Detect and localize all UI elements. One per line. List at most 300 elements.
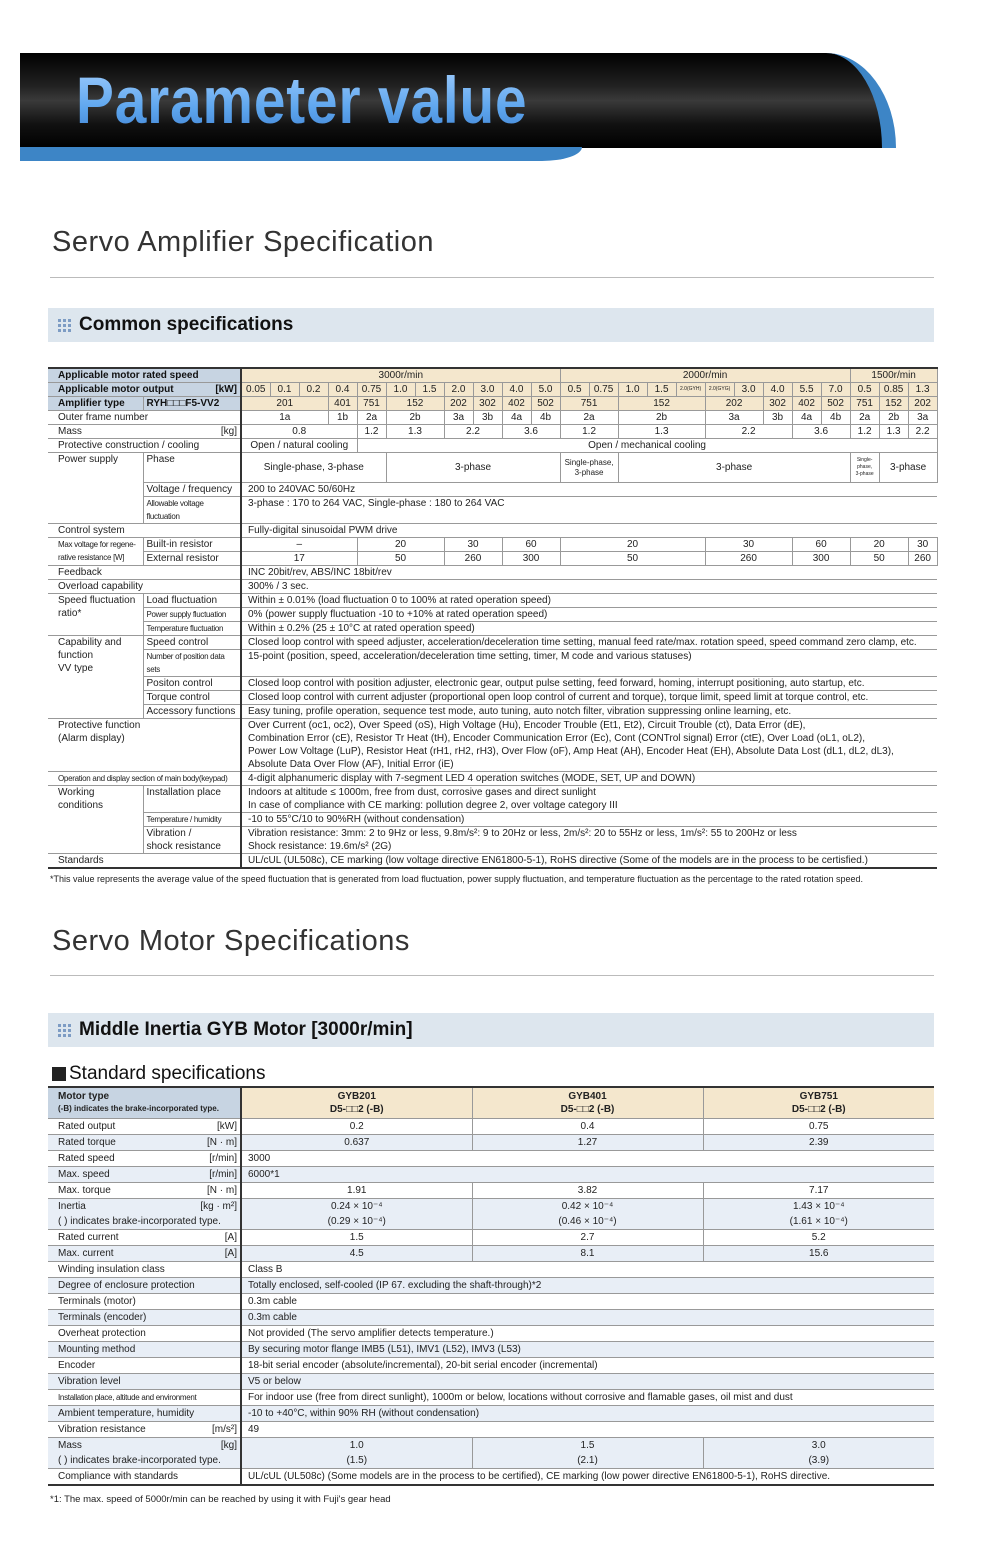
row-label-line [58, 1135, 237, 1150]
row-label-text: Rated speed [58, 1153, 115, 1164]
row-label [48, 1406, 241, 1422]
row-label [48, 383, 241, 397]
cell-value: 5.2 [703, 1230, 934, 1246]
row-label-line [58, 1406, 237, 1421]
motor-type-label: Motor type [58, 1091, 110, 1102]
table-row [48, 411, 937, 425]
cell-value: – [241, 538, 357, 552]
cell-value: 3a [444, 411, 473, 425]
row-label-text: Vibration level [58, 1376, 121, 1387]
row-value: Closed loop control with position adjuster, electronic gear, output pulse setting, feed forward, homing, interrupt positioning, auto startup, etc. [241, 677, 937, 691]
model-header: GYB401 D5-□□2 (-B) [472, 1087, 703, 1119]
row-label-line [58, 1422, 237, 1437]
cell-value: 201 [241, 397, 328, 411]
row-label-text: Mass [58, 426, 82, 437]
common-spec-bar [48, 308, 934, 342]
row-label-text: Compliance with standards [58, 1471, 179, 1482]
row-value: Closed loop control with speed adjuster, acceleration/deceleration time setting, manual feed rate/max. rotation speed, speed command zero clamp, etc. [241, 636, 937, 650]
cell-value: 0.24 × 10⁻⁴ (0.29 × 10⁻⁴) [241, 1199, 472, 1230]
row-value: 0.3m cable [241, 1310, 934, 1326]
row-label-line [58, 1262, 237, 1277]
cell-value: 300 [502, 552, 560, 566]
row-value: Not provided (The servo amplifier detects temperature.) [241, 1326, 934, 1342]
table-row [48, 772, 937, 786]
cell-value: 17 [241, 552, 357, 566]
row-label [48, 1358, 241, 1374]
row-label-text: Power supply [58, 454, 119, 465]
row-label-line [58, 1358, 237, 1373]
divider [50, 277, 934, 278]
table-row [48, 1230, 934, 1246]
cell-value: 30 [705, 538, 792, 552]
cell-value: 3b [473, 411, 502, 425]
table-row [48, 425, 937, 439]
cell-value: 0.75 [703, 1119, 934, 1135]
row-value: 6000*1 [241, 1167, 934, 1183]
row-label [48, 1374, 241, 1390]
cell-value: 2.0(GYG) [705, 383, 734, 397]
row-label-line [58, 1469, 237, 1484]
cell-value: 3-phase [879, 453, 937, 483]
cell-value: 1.0 (1.5) [241, 1438, 472, 1469]
cell-value: 1.2 [850, 425, 879, 439]
row-value: 0.3m cable [241, 1294, 934, 1310]
table-row [48, 580, 937, 594]
row-label [48, 1262, 241, 1278]
cell-value: 1b [328, 411, 357, 425]
row-value: Class B [241, 1262, 934, 1278]
unit-label: [kW] [215, 384, 237, 395]
cell-value: 5.0 [531, 383, 560, 397]
row-sublabel: Torque control [143, 691, 241, 705]
row-label-text: Vibration resistance [58, 1424, 146, 1435]
cell-value: 0.75 [589, 383, 618, 397]
cell-value: 50 [560, 552, 705, 566]
row-label-text: Standards [58, 855, 104, 866]
motor-type-note: (-B) indicates the brake-incorporated type. [58, 1104, 219, 1113]
unit-label: [kg · m²] [200, 1201, 237, 1212]
row-label [48, 1390, 241, 1406]
unit-label: [kW] [217, 1121, 237, 1132]
table-row [48, 483, 937, 497]
cell-value: 0.2 [299, 383, 328, 397]
row-label-text: Encoder [58, 1360, 96, 1371]
cell-value: 1.27 [472, 1135, 703, 1151]
table-row [48, 1294, 934, 1310]
row-label [48, 1183, 241, 1199]
cell-value: 8.1 [472, 1246, 703, 1262]
standard-spec-heading [52, 1063, 265, 1085]
cell-value: 0.4 [328, 383, 357, 397]
cell-value: Single-phase, 3-phase [850, 453, 879, 483]
row-label-text: Inertia [58, 1201, 86, 1212]
row-value: For indoor use (free from direct sunlight), 1000m or below, locations without corrosive and flamable gases, oil mist and dust [241, 1390, 934, 1406]
row-value: -10 to +40°C, within 90% RH (without condensation) [241, 1406, 934, 1422]
cell-value: 1.91 [241, 1183, 472, 1199]
table-row [48, 608, 937, 622]
row-value: 200 to 240VAC 50/60Hz [241, 483, 937, 497]
row-label [48, 411, 241, 425]
cell-value: 30 [908, 538, 937, 552]
header-label [48, 1087, 241, 1119]
cell-value: Open / natural cooling [241, 439, 357, 453]
table-row [48, 453, 937, 483]
cell-value: 202 [705, 397, 763, 411]
table-row [48, 1422, 934, 1438]
row-label [48, 1199, 241, 1230]
cell-value: 3a [705, 411, 763, 425]
row-label-text: Installation place, altitude and environment [58, 1393, 197, 1402]
table-row [48, 677, 937, 691]
row-label-text: Rated output [58, 1121, 116, 1132]
row-label [48, 1167, 241, 1183]
row-sublabel: Speed control [143, 636, 241, 650]
row-label [48, 636, 143, 719]
cell-value: 1.2 [560, 425, 618, 439]
row-label [48, 786, 143, 854]
table-row [48, 1374, 934, 1390]
row-label [48, 1119, 241, 1135]
row-value: 4-digit alphanumeric display with 7-segment LED 4 operation switches (MODE, SET, UP and DOWN) [241, 772, 937, 786]
row-sublabel: Voltage / frequency [143, 483, 241, 497]
unit-label: [N · m] [207, 1185, 237, 1196]
cell-value: 2.0(GYH) [676, 383, 705, 397]
row-label-text: Working conditions [58, 787, 104, 811]
row-value: 49 [241, 1422, 934, 1438]
table-row [48, 719, 937, 772]
cell-value: 1.43 × 10⁻⁴ (1.61 × 10⁻⁴) [703, 1199, 934, 1230]
cell-value: 1.5 [415, 383, 444, 397]
table-row [48, 594, 937, 608]
cell-value: 1500r/min [850, 368, 937, 383]
row-label-line [58, 1246, 237, 1261]
cell-value: 50 [357, 552, 444, 566]
cell-value: 1.3 [386, 425, 444, 439]
table-row [48, 1167, 934, 1183]
row-sublabel: External resistor [143, 552, 241, 566]
row-label-text: Degree of enclosure protection [58, 1280, 195, 1291]
cell-value: Open / mechanical cooling [357, 439, 937, 453]
row-sublabel: Temperature fluctuation [143, 622, 241, 636]
row-value: -10 to 55°C/10 to 90%RH (without condensation) [241, 813, 937, 827]
motor-bar [48, 1013, 934, 1047]
cell-value: 4.0 [763, 383, 792, 397]
row-value: Vibration resistance: 3mm: 2 to 9Hz or less, 9.8m/s²: 9 to 20Hz or less, 2m/s²: 20 to 55Hz or less, 1m/s²: 55 to 200Hz or less Shock resistance: 19.6m/s² (2G) [241, 827, 937, 854]
cell-value: 3a [908, 411, 937, 425]
row-label-text: Terminals (motor) [58, 1296, 136, 1307]
cell-value: 0.2 [241, 1119, 472, 1135]
row-label-line [58, 1310, 237, 1325]
table-row [48, 383, 937, 397]
row-label-line [58, 1278, 237, 1293]
row-label-text: Overload capability [58, 581, 144, 592]
cell-value: 3.82 [472, 1183, 703, 1199]
table-row [48, 827, 937, 854]
table-row [48, 1326, 934, 1342]
row-label-text: Winding insulation class [58, 1264, 165, 1275]
row-sublabel: RYH□□□F5-VV2 [143, 397, 241, 411]
cell-value: 502 [821, 397, 850, 411]
row-value: Totally enclosed, self-cooled (IP 67. excluding the shaft-through)*2 [241, 1278, 934, 1294]
table-row [48, 691, 937, 705]
dots-icon [58, 1024, 71, 1037]
row-label [48, 772, 241, 786]
cell-value: 3000r/min [241, 368, 560, 383]
table-row [48, 1119, 934, 1135]
row-label-line [58, 1167, 237, 1182]
cell-value: 2.2 [444, 425, 502, 439]
cell-value: 20 [560, 538, 705, 552]
row-value: V5 or below [241, 1374, 934, 1390]
cell-value: 202 [908, 397, 937, 411]
row-label [48, 425, 241, 439]
row-label [48, 1151, 241, 1167]
unit-label: [r/min] [209, 1169, 237, 1180]
cell-value: 2a [560, 411, 618, 425]
row-label [48, 368, 241, 383]
cell-value: 7.0 [821, 383, 850, 397]
cell-value: 2b [386, 411, 444, 425]
row-sublabel: Positon control [143, 677, 241, 691]
row-label-line [58, 1374, 237, 1389]
cell-value: 1.0 [386, 383, 415, 397]
table-row [48, 1390, 934, 1406]
row-sublabel: Power supply fluctuation [143, 608, 241, 622]
common-spec-title: Common specifications [79, 314, 294, 335]
cell-value: 2.2 [705, 425, 792, 439]
row-sublabel: Vibration / shock resistance [143, 827, 241, 854]
cell-value: 0.05 [241, 383, 270, 397]
row-label-note: ( ) indicates brake-incorporated type. [58, 1216, 221, 1227]
row-label-note: ( ) indicates brake-incorporated type. [58, 1455, 221, 1466]
cell-value: 60 [792, 538, 850, 552]
row-label [48, 719, 241, 772]
row-label [48, 1342, 241, 1358]
row-value: Within ± 0.01% (load fluctuation 0 to 100% at rated operation speed) [241, 594, 937, 608]
row-value: Within ± 0.2% (25 ± 10°C at rated operation speed) [241, 622, 937, 636]
cell-value: 3-phase [386, 453, 560, 483]
cell-value: 0.637 [241, 1135, 472, 1151]
table-row [48, 1358, 934, 1374]
header-row [48, 1087, 934, 1119]
cell-value: 1.0 [618, 383, 647, 397]
cell-value: 4.0 [502, 383, 531, 397]
row-value: Fully-digital sinusoidal PWM drive [241, 524, 937, 538]
unit-label: [A] [224, 1232, 237, 1243]
cell-value: 300 [792, 552, 850, 566]
row-label [48, 538, 143, 566]
cell-value: 3.0 (3.9) [703, 1438, 934, 1469]
cell-value: 50 [850, 552, 908, 566]
table-row [48, 1469, 934, 1486]
cell-value: 2000r/min [560, 368, 850, 383]
table-row [48, 1246, 934, 1262]
row-label-text: Feedback [58, 567, 102, 578]
cell-value: 4a [792, 411, 821, 425]
table-row [48, 368, 937, 383]
motor-spec-table [48, 1086, 934, 1486]
row-label-line [58, 1230, 237, 1245]
table-row [48, 1262, 934, 1278]
cell-value: 5.5 [792, 383, 821, 397]
row-value: 15-point (position, speed, acceleration/deceleration time setting, timer, M code and various statuses) [241, 650, 937, 677]
row-label-text: Max voltage for regene- rative resistance [W] [58, 540, 136, 562]
unit-label: [kg] [220, 1440, 237, 1451]
table-row [48, 622, 937, 636]
model-header: GYB201 D5-□□2 (-B) [241, 1087, 472, 1119]
cell-value: 1.3 [879, 425, 908, 439]
row-value: 0% (power supply fluctuation -10 to +10% at rated operation speed) [241, 608, 937, 622]
cell-value: 1.2 [357, 425, 386, 439]
cell-value: 302 [763, 397, 792, 411]
cell-value: 2.0 [444, 383, 473, 397]
table-row [48, 397, 937, 411]
row-label-text: Terminals (encoder) [58, 1312, 147, 1323]
row-label-text: Rated current [58, 1232, 119, 1243]
motor-bar-title: Middle Inertia GYB Motor [3000r/min] [79, 1019, 413, 1040]
row-label [48, 397, 143, 411]
table-row [48, 650, 937, 677]
table-row [48, 1135, 934, 1151]
cell-value: 152 [618, 397, 705, 411]
unit-label: [r/min] [209, 1153, 237, 1164]
cell-value: 3.6 [792, 425, 850, 439]
table-row [48, 538, 937, 552]
row-value: 3000 [241, 1151, 934, 1167]
row-label [48, 566, 241, 580]
cell-value: 60 [502, 538, 560, 552]
amplifier-footnote: *This value represents the average value of the speed fluctuation that is generated from load fluctuation, power supply fluctuation, and temperature fluctuation as the percentage to the rated rotation speed. [50, 874, 864, 884]
row-value: Indoors at altitude ≤ 1000m, free from dust, corrosive gases and direct sunlight In case of compliance with CE marking: pollution degree 2, over voltage category III [241, 786, 937, 813]
cell-value: 30 [444, 538, 502, 552]
row-label [48, 1230, 241, 1246]
dots-icon [58, 319, 71, 332]
cell-value: 401 [328, 397, 357, 411]
table-row [48, 1278, 934, 1294]
row-label-text: Max. speed [58, 1169, 110, 1180]
row-label-text: Applicable motor rated speed [58, 370, 199, 381]
row-label-text: Outer frame number [58, 412, 149, 423]
cell-value: 1.3 [618, 425, 705, 439]
cell-value: 20 [850, 538, 908, 552]
row-value: Over Current (oc1, oc2), Over Speed (oS), High Voltage (Hu), Encoder Trouble (Et1, Et2), Circuit Trouble (ct), Data Error (dE), Combination Error (cE), Resistor Tr Heat (tH), Encoder Communication Error (Ec), Cont (CONTrol signal) Error (ctE), Over Load (oL1, oL2), Power Low Voltage (LuP), Resistor Heat (rH1, rH2, rH3), Over Flow (oF), Amp Heat (AH), Encoder Heat (EH), Absolute Data Lost (dL1, dL2, dL3), Absolute Data Over Flow (AF), Initial Error (iE) [241, 719, 937, 772]
cell-value: 751 [357, 397, 386, 411]
row-label-text: Protective construction / cooling [58, 440, 200, 451]
row-sublabel: Built-in resistor [143, 538, 241, 552]
cell-value: Single-phase, 3-phase [560, 453, 618, 483]
cell-value: 2.7 [472, 1230, 703, 1246]
row-sublabel: Temperature / humidity [143, 813, 241, 827]
cell-value: 4b [531, 411, 560, 425]
row-label [48, 1422, 241, 1438]
cell-value: 402 [502, 397, 531, 411]
row-value: By securing motor flange IMB5 (L51), IMV1 (L52), IMV3 (L53) [241, 1342, 934, 1358]
square-bullet-icon [52, 1067, 66, 1081]
cell-value: 0.75 [357, 383, 386, 397]
model-header: GYB751 D5-□□2 (-B) [703, 1087, 934, 1119]
row-sublabel: Installation place [143, 786, 241, 813]
page-title: Parameter value [76, 60, 528, 140]
cell-value: 0.85 [879, 383, 908, 397]
row-sublabel: Phase [143, 453, 241, 483]
cell-value: 0.1 [270, 383, 299, 397]
row-value: INC 20bit/rev, ABS/INC 18bit/rev [241, 566, 937, 580]
row-label-line [58, 1390, 237, 1405]
cell-value: 152 [386, 397, 444, 411]
cell-value: 302 [473, 397, 502, 411]
cell-value: 0.42 × 10⁻⁴ (0.46 × 10⁻⁴) [472, 1199, 703, 1230]
row-label-text: Speed fluctuation ratio* [58, 595, 136, 619]
table-row [48, 497, 937, 524]
row-label-text: Overheat protection [58, 1328, 146, 1339]
row-label [48, 453, 143, 524]
row-label [48, 439, 241, 453]
row-label [48, 524, 241, 538]
motor-footnote: *1: The max. speed of 5000r/min can be reached by using it with Fuji's gear head [50, 1494, 391, 1505]
cell-value: 2a [357, 411, 386, 425]
row-sublabel: Load fluctuation [143, 594, 241, 608]
row-label-text: Capability and function VV type [58, 637, 122, 674]
banner-accent-strip [20, 147, 582, 161]
cell-value: 2.2 [908, 425, 937, 439]
unit-label: [N · m] [207, 1137, 237, 1148]
row-value: 300% / 3 sec. [241, 580, 937, 594]
motor-section-title: Servo Motor Specifications [52, 925, 410, 957]
unit-label: [A] [224, 1248, 237, 1259]
unit-label: [m/s²] [212, 1424, 237, 1435]
table-row [48, 1342, 934, 1358]
row-label-text: Max. current [58, 1248, 114, 1259]
row-value: UL/cUL (UL508c), CE marking (low voltage directive EN61800-5-1), RoHS directive (Some of the models are in the process to be certisfied.) [241, 854, 937, 869]
row-label-text: Protective function (Alarm display) [58, 720, 141, 744]
cell-value: 0.4 [472, 1119, 703, 1135]
table-row [48, 524, 937, 538]
row-label [48, 1438, 241, 1469]
row-label-text: Operation and display section of main body(keypad) [58, 774, 228, 783]
row-sublabel: Allowable voltage fluctuation [143, 497, 241, 524]
cell-value: 2b [618, 411, 705, 425]
row-label-text: Max. torque [58, 1185, 111, 1196]
row-label [48, 580, 241, 594]
row-label-text: Mass [58, 1440, 82, 1451]
cell-value: 4.5 [241, 1246, 472, 1262]
row-label-text: Rated torque [58, 1137, 116, 1148]
cell-value: 1.3 [908, 383, 937, 397]
table-row [48, 636, 937, 650]
cell-value: 152 [879, 397, 908, 411]
row-label-line [58, 1326, 237, 1341]
table-row [48, 552, 937, 566]
cell-value: 751 [560, 397, 618, 411]
row-value: 18-bit serial encoder (absolute/incremental), 20-bit serial encoder (incremental) [241, 1358, 934, 1374]
row-label [48, 1135, 241, 1151]
row-label-text: Amplifier type [58, 398, 125, 409]
unit-label: [kg] [220, 426, 237, 437]
table-row [48, 786, 937, 813]
cell-value: 751 [850, 397, 879, 411]
amplifier-section-title: Servo Amplifier Specification [52, 226, 434, 258]
cell-value: 260 [444, 552, 502, 566]
standard-spec-title: Standard specifications [69, 1063, 266, 1084]
cell-value: 2a [850, 411, 879, 425]
cell-value: 0.5 [560, 383, 589, 397]
cell-value: 7.17 [703, 1183, 934, 1199]
table-row [48, 854, 937, 869]
table-row [48, 1438, 934, 1469]
table-row [48, 566, 937, 580]
cell-value: 15.6 [703, 1246, 934, 1262]
row-label [48, 1294, 241, 1310]
